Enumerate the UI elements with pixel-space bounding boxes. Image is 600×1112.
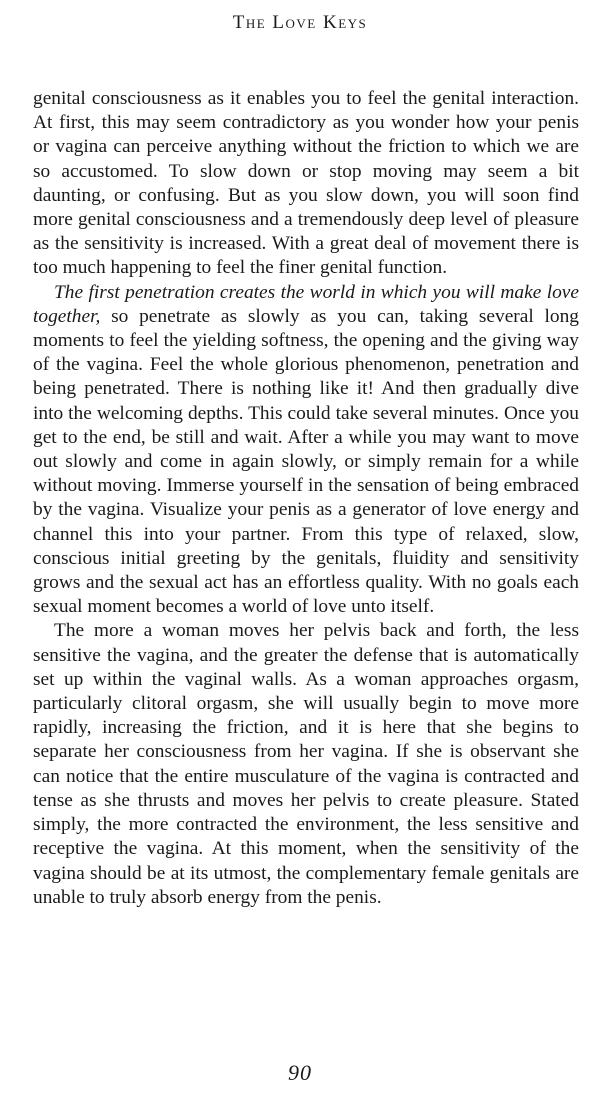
running-head: The Love Keys xyxy=(232,12,368,33)
paragraph-3-text: The more a woman moves her pelvis back and forth, the less sensitive the vagina, and the greater the defense that is automatically set up within the vaginal walls. As a woman approaches orgasm, particularly clitoral orgasm, she will usually begin to move more rapidly, increasing the friction, and it is here that she begins to separate her consciousness from her vagina. If she is observant she can notice that the entire musculature of the vagina is contracted and tense as she thrusts and moves her pelvis to create pleasure. Stated simply, the more contracted the environment, the less sensitive and receptive the vagina. At this moment, when the sensitivity of the vagina should be at its utmost, the complementary female genitals are unable to truly absorb energy from the penis. xyxy=(33,620,579,908)
page-number: 90 xyxy=(288,1060,312,1085)
paragraph-1 xyxy=(33,87,579,281)
paragraph-2 xyxy=(33,281,579,620)
paragraph-2-italic-lead: The first penetration creates the world in which you will make love together, xyxy=(33,281,579,327)
paragraph-2-text: so penetrate as slowly as you can, taking several long moments to feel the yielding softness, the opening and the giving way of the vagina. Feel the whole glorious phenomenon, penetration and being penetrated. There is nothing like it! And then gradually dive into the welcoming depths. This could take several minutes. Once you get to the end, be still and wait. After a while you may want to move out slowly and come in again slowly, or simply remain for a while without moving. Immerse yourself in the sensation of being embraced by the vagina. Visualize your penis as a generator of love energy and channel this into your partner. From this type of relaxed, slow, conscious initial greeting by the genitals, fluidity and sensitivity grows and the sexual act has an effortless quality. With no goals each sexual moment becomes a world of love unto itself. xyxy=(33,305,579,618)
paragraph-1-text: genital consciousness as it enables you to feel the genital interaction. At first, this may seem contradictory as you wonder how your penis or vagina can perceive anything without the friction to which we are so accustomed. To slow down or stop moving may seem a bit daunting, or confusing. But as you slow down, you will soon find more genital consciousness and a tremendously deep level of pleasure as the sensitivity is increased. With a great deal of movement there is too much happening to feel the finer genital function. xyxy=(33,88,579,279)
body-text xyxy=(33,87,579,910)
paragraph-3 xyxy=(33,619,579,909)
